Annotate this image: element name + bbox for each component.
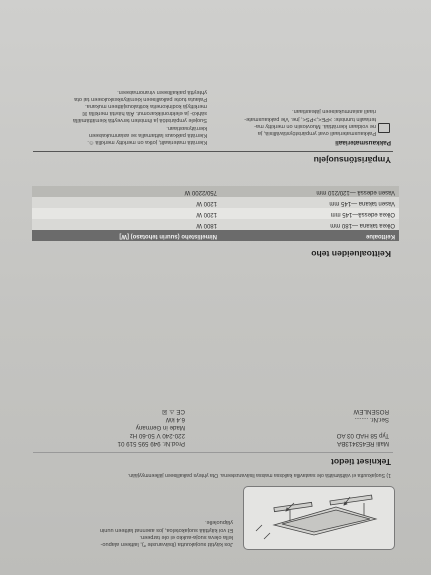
technical-data-title: Tekniset tiedot <box>330 457 391 467</box>
zone-power: 1200 W <box>196 211 217 217</box>
packaging-line: ne voidaan kierrättää. Muoviosiin on merkitty ma- <box>254 122 376 129</box>
zone-power: 1200 W <box>196 200 217 206</box>
hob-mounting-drawing <box>244 487 394 549</box>
symbol-line: Palauta tuote paikalliseen kierrätyskeskukseen tai ota <box>74 95 207 102</box>
symbol-line: Kierrätä materiaalit, jotka on merkitty merkillä ♲. <box>87 139 207 145</box>
header-zone: Keittoalue <box>365 233 395 239</box>
symbol-line: yhteyttä paikalliseen viranomaiseen. <box>117 88 207 95</box>
tech-right-column <box>118 407 185 447</box>
caption-line: lella oleva suoja-aukko ei ole tarpeen. <box>139 533 233 540</box>
zone-name: Vasen takana —145 mm <box>329 200 395 206</box>
zone-power: 750/2200 W <box>184 189 217 195</box>
symbol-line: Kierrätä pakkaus laittamalla se asianmukaiseen <box>88 131 207 138</box>
table-row <box>32 186 399 197</box>
zone-name: Vasen edessä —120/210 mm <box>316 189 395 195</box>
tech-left-column <box>337 407 389 447</box>
recycling-icon <box>378 123 390 133</box>
packaging-line: teriaalin tunniste: >PE<,>PS<, jne. Vie pakkausmate- <box>244 115 376 122</box>
table-row <box>32 197 399 208</box>
product-number: Prod.Nr. 949 595 519 01 <box>117 440 185 447</box>
symbol-line: sähkö- ja elektroniikkaromut. Älä hävitä merkillä ☒ <box>82 110 207 117</box>
zone-power: 1800 W <box>196 222 217 228</box>
header-power: Nimellisteho (suurin tehotaso) [W] <box>119 233 217 239</box>
illustration-box <box>243 486 395 550</box>
caption-line: Et voi käyttää suojakoteloa, jos asennat laitteen uunin <box>99 526 233 533</box>
packaging-text <box>244 107 376 136</box>
caption-line: Jos käytät suojakuutta (lisävaruste *), laitteen alapuo- <box>100 541 233 547</box>
tech-spacer <box>337 423 389 431</box>
zone-name: Oikea takana —180 mm <box>330 222 395 228</box>
packaging-line: Pakkausmateriaali ovat ympäristöystävällisiä, ja <box>257 130 376 136</box>
symbol-line: merkittyjä kodinkoneita kotitalousjätteen mukana. <box>85 102 207 109</box>
packaging-title: Pakkausmateriaali <box>335 139 391 146</box>
environment-title: Ympäristönsuojelu <box>313 155 391 165</box>
symbol-text <box>73 87 207 145</box>
symbol-line: Suojele ympäristöä ja ihmisten terveyttä kierrättämällä <box>73 117 207 124</box>
made-in: Made in Germany <box>135 424 185 431</box>
zones-table <box>32 186 399 241</box>
certification-marks: CE ⚠ ☒ <box>161 408 185 415</box>
table-row <box>32 219 399 230</box>
zone-name: Oikea edessä—145 mm <box>330 211 395 217</box>
model-number: Malli RE453413BA <box>337 440 389 447</box>
zones-title: Keittoalueiden teho <box>311 249 391 259</box>
serial-number: Ser.Nr. ........ <box>354 416 389 423</box>
illustration-caption <box>100 518 233 547</box>
brand-name: ROSENLEW <box>353 408 389 415</box>
footnote: 1) Suojakuutta ei välttämättä ole saatavilla kaikissa maissa lisävarusteena. Ota yhteys paikalliseen jälleenmyyjään. <box>127 472 391 478</box>
type-number: Typ 58 HAD 03 AO <box>336 432 389 439</box>
table-header <box>32 230 399 241</box>
voltage: 220-240 V 50-60 Hz <box>129 432 185 439</box>
total-power: 6.4 kW <box>165 416 185 423</box>
symbol-line: kierrätysastiaan. <box>166 124 207 131</box>
table-row <box>32 208 399 219</box>
packaging-line: riaali asianmukaiseen jäteastiaan. <box>292 108 376 115</box>
caption-line: yläpuolelle. <box>205 519 233 526</box>
